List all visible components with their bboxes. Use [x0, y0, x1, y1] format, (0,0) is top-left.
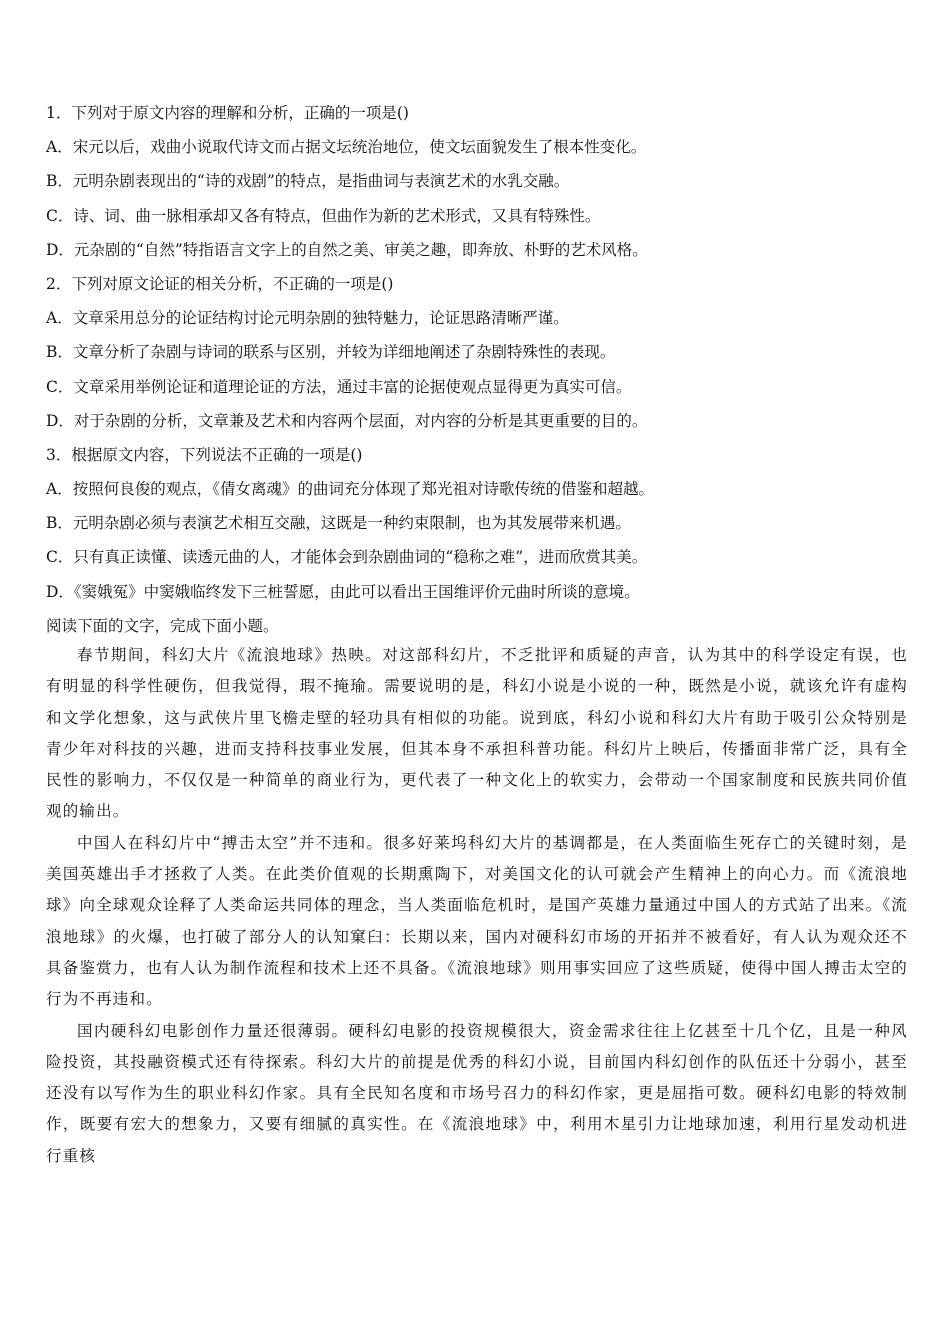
- question-1-option-c: C．诗、词、曲一脉相承却又各有特点，但曲作为新的艺术形式，又具有特殊性。: [46, 206, 601, 225]
- question-2-option-b: B．文章分析了杂剧与诗词的联系与区别，并较为详细地阐述了杂剧特殊性的表现。: [46, 343, 616, 362]
- question-1-option-a: A．宋元以后，戏曲小说取代诗文而占据文坛统治地位，使文坛面貌发生了根本性变化。: [46, 138, 647, 157]
- question-3-option-a: A．按照何良俊的观点，《倩女离魂》的曲词充分体现了郑光祖对诗歌传统的借鉴和超越。: [46, 480, 654, 499]
- question-3-option-d: D．《窦娥冤》中窦娥临终发下三桩誓愿，由此可以看出王国维评价元曲时所谈的意境。: [46, 582, 640, 601]
- passage-paragraph-2: 中国人在科幻片中“搏击太空”并不违和。很多好莱坞科幻大片的基调都是，在人类面临生死存亡的关键时刻，是美国英雄出手才拯救了人类。在此类价值观的长期熏陶下，对美国文化的认可就会产生精神上的向心力。而《流浪地球》向全球观众诠释了人类命运共同体的理念，当人类面临危机时，是国产英雄力量通过中国人的方式站了出来。《流浪地球》的火爆，也打破了部分人的认知窠臼：长期以来，国内对硬科幻市场的开拓并不被看好，有人认为观众还不具备鉴赏力，也有人认为制作流程和技术上还不具备。《流浪地球》则用事实回应了这些质疑，使得中国人搏击太空的行为不再违和。: [46, 833, 908, 1009]
- question-1-stem: 1．下列对于原文内容的理解和分析，正确的一项是(): [46, 104, 409, 122]
- question-1-option-b: B．元明杂剧表现出的“诗的戏剧”的特点，是指曲词与表演艺术的水乳交融。: [46, 172, 570, 191]
- passage-paragraph-1: 春节期间，科幻大片《流浪地球》热映。对这部科幻片，不乏批评和质疑的声音，认为其中的科学设定有误，也有明显的科学性硬伤，但我觉得，瑕不掩瑜。需要说明的是，科幻小说是小说的一种，既然是小说，就该允许有虚构和文学化想象，这与武侠片里飞檐走壁的轻功具有相似的功能。说到底，科幻小说和科幻大片有助于吸引公众特别是青少年对科技的兴趣，进而支持科技事业发展，但其本身不承担科普功能。科幻片上映后，传播面非常广泛，具有全民性的影响力，不仅仅是一种简单的商业行为，更代表了一种文化上的软实力，会带动一个国家制度和民族共同价值观的输出。: [46, 646, 908, 821]
- reading-passage: [46, 640, 908, 1172]
- question-2-option-a: A．文章采用总分的论证结构讨论元明杂剧的独特魅力，论证思路清晰严谨。: [46, 309, 569, 328]
- question-list: [46, 96, 916, 643]
- reading-instruction: 阅读下面的文字，完成下面小题。: [46, 616, 279, 635]
- question-2-option-c: C．文章采用举例论证和道理论证的方法，通过丰富的论据使观点显得更为真实可信。: [46, 377, 632, 396]
- question-1-option-d: D．元杂剧的“自然”特指语言文字上的自然之美、审美之趣，即奔放、朴野的艺术风格。: [46, 240, 648, 259]
- passage-paragraph-3: 国内硬科幻电影创作力量还很薄弱。硬科幻电影的投资规模很大，资金需求往往上亿甚至十几个亿，且是一种风险投资，其投融资模式还有待探索。科幻大片的前提是优秀的科幻小说，目前国内科幻创作的队伍还十分弱小，甚至还没有以写作为生的职业科幻作家。具有全民知名度和市场号召力的科幻作家，更是屈指可数。硬科幻电影的特效制作，既要有宏大的想象力，又要有细腻的真实性。在《流浪地球》中，利用木星引力让地球加速，利用行星发动机进行重核: [46, 1021, 908, 1165]
- question-3-stem: 3．根据原文内容，下列说法不正确的一项是(): [46, 445, 363, 464]
- question-3-option-b: B．元明杂剧必须与表演艺术相互交融，这既是一种约束限制，也为其发展带来机遇。: [46, 514, 631, 533]
- question-2-stem: 2．下列对原文论证的相关分析，不正确的一项是(): [46, 274, 394, 293]
- question-2-option-d: D．对于杂剧的分析，文章兼及艺术和内容两个层面，对内容的分析是其更重要的目的。: [46, 411, 648, 430]
- question-3-option-c: C．只有真正读懂、读透元曲的人，才能体会到杂剧曲词的“稳称之难”，进而欣赏其美。: [46, 548, 648, 567]
